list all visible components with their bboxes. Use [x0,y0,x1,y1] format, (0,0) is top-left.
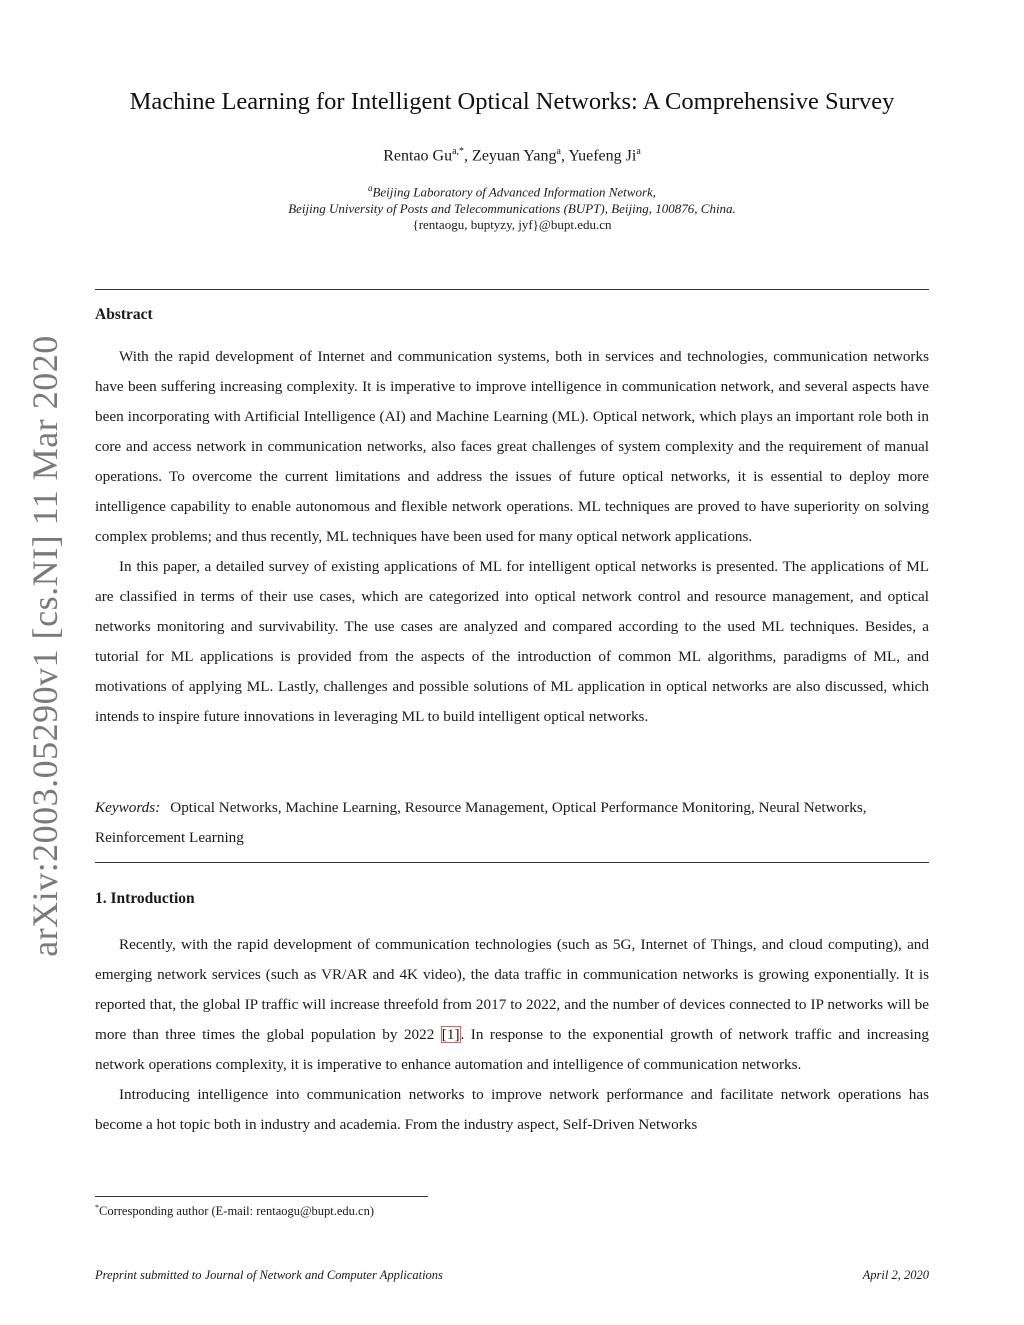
abstract-paragraph: With the rapid development of Internet and communication systems, both in services and technologies, communication networks have been suffering increasing complexity. It is imperative to improve intelligence in communication network, and several aspects have been incorporating with Artificial Intelligence (AI) and Machine Learning (ML). Optical network, which plays an important role both in core and access network in communication networks, also faces great challenges of system complexity and the requirement of manual operations. To overcome the current limitations and address the issues of future optical networks, it is essential to deploy more intelligence capability to enable autonomous and flexible network operations. ML techniques are proved to have superiority on solving complex problems; and thus recently, ML techniques have been used for many optical network applications. [95,348,929,545]
author-emails: {rentaogu, buptyzy, jyf}@bupt.edu.cn [412,217,612,233]
section-heading-introduction: 1. Introduction [95,890,195,907]
author-affiliation-mark: a [636,146,641,157]
footnote [95,1203,374,1219]
author-affiliation-mark: a [556,146,561,157]
affiliation-mark: a [367,183,373,193]
author-list: Rentao $Gu^{a,*}$, Zeyuan Yang$^a$, Yuefeng Ji$^a$ [383,146,641,165]
keywords-text: Optical Networks, Machine Learning, Resource Management, Optical Performance Monitoring, Neural Networks, Reinforcement Learning [95,799,867,846]
footer-date: April 2, 2020 [862,1268,929,1282]
author-name: Yuefeng Ji [568,147,637,165]
keywords-label: Keywords: [95,799,161,816]
affiliation-line-2: Beijing University of Posts and Telecommunications (BUPT), Beijing, 100876, China. [288,200,736,216]
citation-link[interactable]: [1] [441,1026,460,1043]
footnote-text: Corresponding author (E-mail: rentaogu@bupt.edu.cn) [99,1204,374,1219]
arxiv-identifier-stamp[interactable]: arXiv:2003.05290v1 [cs.NI] 11 Mar 2020 [25,335,65,957]
author-affiliation-mark: a,* [452,146,465,157]
introduction-body [95,930,929,1140]
footnote-mark: * [95,1203,99,1212]
abstract-bottom-rule [95,862,929,863]
abstract-body [95,342,929,732]
author-name: Zeyuan Yang [472,147,557,165]
affiliation-block [95,180,929,234]
abstract-paragraph: In this paper, a detailed survey of existing applications of ML for intelligent optical networks is presented. The applications of ML are classified in terms of their use cases, which are categorized into optical network control and resource management, and optical networks monitoring and survivability. The use cases are analyzed and compared according to the used ML techniques. Besides, a tutorial for ML applications is provided from the aspects of the introduction of common ML algorithms, paradigms of ML, and motivations of applying ML. Lastly, challenges and possible solutions of ML application in optical networks are also discussed, which intends to inspire future innovations in leveraging ML to build intelligent optical networks. [95,558,929,725]
footnote-rule [95,1196,428,1197]
introduction-paragraph: Recently, with the rapid development of communication technologies (such as 5G, Internet of Things, and cloud computing), and emerging network services (such as VR/AR and 4K video), the data traffic in communication networks is growing exponentially. It is reported that, the global IP traffic will increase threefold from 2017 to 2022, and the number of devices connected to IP networks will be more than three times the global population by 2022 [1]. In response to the exponential growth of network traffic and increasing network operations complexity, it is imperative to enhance automation and intelligence of communication networks. [95,936,929,1073]
introduction-paragraph: Introducing intelligence into communication networks to improve network performance and facilitate network operations has become a hot topic both in industry and academia. From the industry aspect, Self-Driven Networks [95,1086,929,1133]
footer-journal: Preprint submitted to Journal of Network and Computer Applications [95,1268,443,1282]
keywords-block [95,793,929,853]
paper-title: Machine Learning for Intelligent Optical Networks: A Comprehensive Survey [129,88,895,115]
abstract-top-rule [95,289,929,290]
affiliation-line-1: $^a$Beijing Laboratory of Advanced Information Network, [367,183,657,200]
author-name: Rentao Gu [383,147,453,165]
abstract-heading: Abstract [95,306,153,323]
